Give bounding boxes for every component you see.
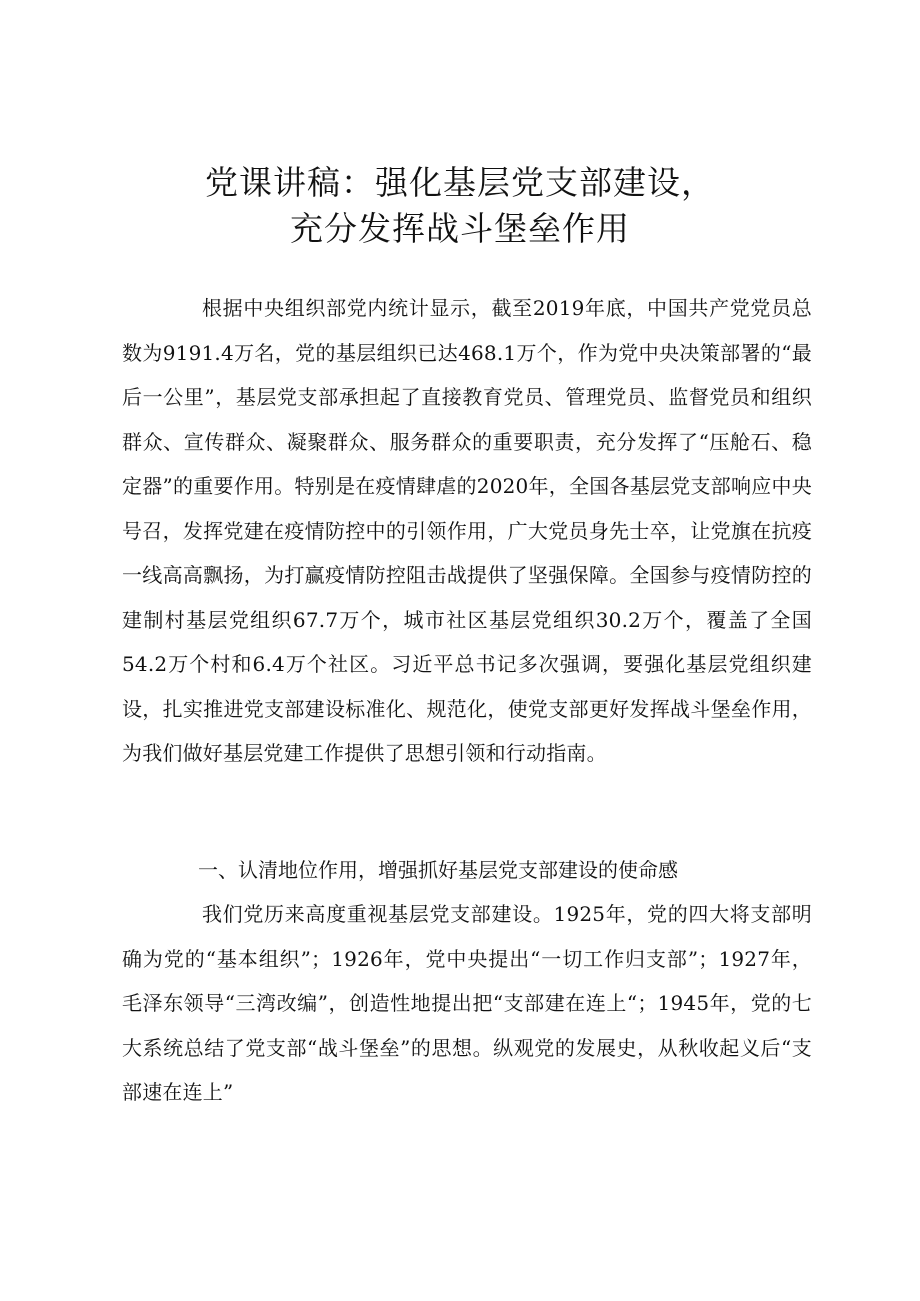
paragraph-intro: 根据中央组织部党内统计显示，截至2019年底，中国共产党党员总数为9191.4万名，党的基层组织已达468.1万个，作为党中央决策部署的“最后一公里”，基层党支部承担起了直接教育党员、管理党员、监督党员和组织群众、宣传群众、凝聚群众、服务群众的重要职责，充分发挥了“压舱石、稳定器”的重要作用。特别是在疫情肆虐的2020年，全国各基层党支部响应中央号召，发挥党建在疫情防控中的引领作用，广大党员身先士卒，让党旗在抗疫一线高高飘扬，为打赢疫情防控阻击战提供了坚强保障。全国参与疫情防控的建制村基层党组织67.7万个，城市社区基层党组织30.2万个，覆盖了全国54.2万个村和6.4万个社区。习近平总书记多次强调，要强化基层党组织建设，扎实推进党支部建设标准化、规范化，使党支部更好发挥战斗堡垒作用，为我们做好基层党建工作提供了思想引领和行动指南。: [122, 296, 812, 765]
document-title: [0, 160, 920, 252]
paragraph-section-1: 我们党历来高度重视基层党支部建设。1925年，党的四大将支部明确为党的“基本组织”；1926年，党中央提出“一切工作归支部”；1927年，毛泽东领导“三湾改编”，创造性地提出把“支部建在连上“；1945年，党的七大系统总结了党支部“战斗堡垒”的思想。纵观党的发展史，从秋收起义后“支部速在连上”: [122, 902, 812, 1104]
section-heading-1: 一、认清地位作用，增强抓好基层党支部建设的使命感: [198, 858, 678, 882]
title-line-1: 党课讲稿：强化基层党支部建设，: [205, 163, 715, 202]
title-line-2: 充分发挥战斗堡垒作用: [290, 209, 630, 248]
